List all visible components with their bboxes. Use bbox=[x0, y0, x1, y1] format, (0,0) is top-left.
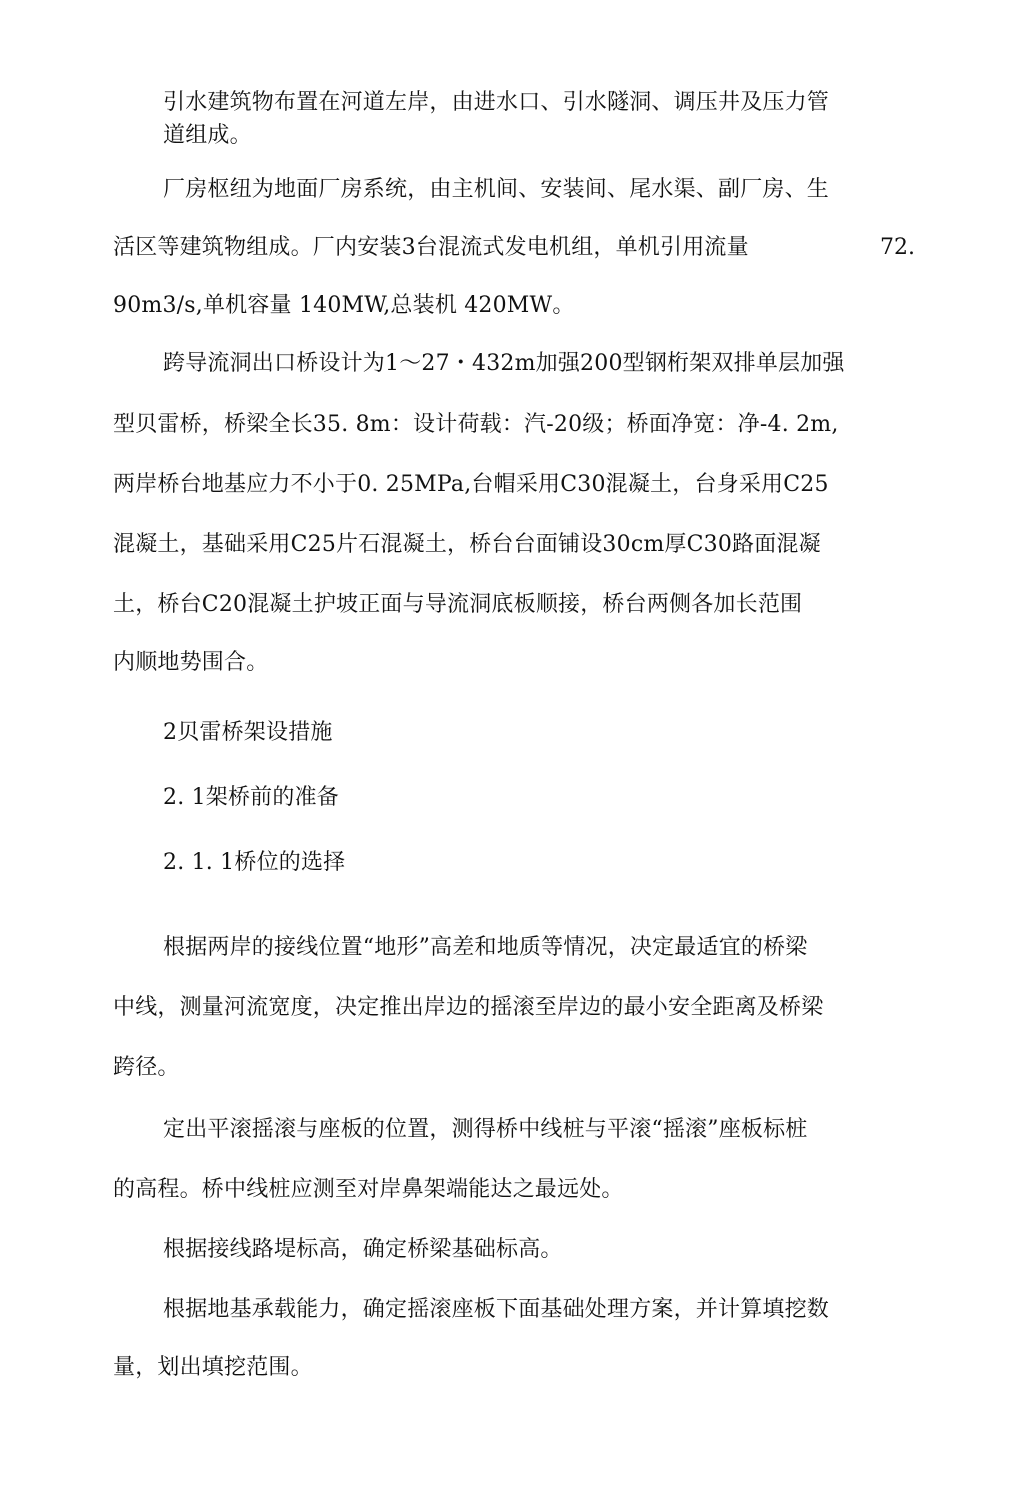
paragraph-line: 跨径。 bbox=[113, 1055, 180, 1080]
paragraph-line: 型贝雷桥，桥梁全长35. 8m：设计荷载：汽-20级；桥面净宽：净-4. 2m, bbox=[113, 412, 839, 437]
paragraph-line: 根据接线路堤标高，确定桥梁基础标高。 bbox=[163, 1237, 563, 1262]
paragraph-line: 根据地基承载能力，确定摇滚座板下面基础处理方案，并计算填挖数 bbox=[163, 1297, 830, 1322]
paragraph-line: 道组成。 bbox=[163, 123, 252, 148]
paragraph-line: 90m3/s,单机容量 140MW,总装机 420MW。 bbox=[113, 293, 575, 318]
paragraph-line: 混凝土，基础采用C25片石混凝土，桥台台面铺设30cm厚C30路面混凝 bbox=[113, 532, 821, 557]
paragraph-line: 两岸桥台地基应力不小于0. 25MPa,台帽采用C30混凝土，台身采用C25 bbox=[113, 472, 829, 497]
subsubsection-heading: 2. 1. 1桥位的选择 bbox=[163, 850, 346, 875]
paragraph-line: 量，划出填挖范围。 bbox=[113, 1355, 313, 1380]
section-heading: 2贝雷桥架设措施 bbox=[163, 720, 333, 745]
paragraph-line: 的高程。桥中线桩应测至对岸鼻架端能达之最远处。 bbox=[113, 1177, 624, 1202]
paragraph-line: 跨导流洞出口桥设计为1～27・432m加强200型钢桁架双排单层加强 bbox=[163, 351, 845, 376]
paragraph-line: 引水建筑物布置在河道左岸，由进水口、引水隧洞、调压井及压力管 bbox=[163, 90, 830, 115]
paragraph-line-tail: 72. bbox=[880, 235, 915, 260]
paragraph-line: 中线，测量河流宽度，决定推出岸边的摇滚至岸边的最小安全距离及桥梁 bbox=[113, 995, 824, 1020]
subsection-heading: 2. 1架桥前的准备 bbox=[163, 785, 339, 810]
paragraph-line: 定出平滚摇滚与座板的位置，测得桥中线桩与平滚“摇滚”座板标桩 bbox=[163, 1117, 808, 1142]
paragraph-line: 活区等建筑物组成。厂内安装3台混流式发电机组，单机引用流量 bbox=[113, 235, 749, 260]
paragraph-line: 土，桥台C20混凝土护坡正面与导流洞底板顺接，桥台两侧各加长范围 bbox=[113, 592, 803, 617]
paragraph-line: 内顺地势围合。 bbox=[113, 650, 269, 675]
paragraph-line: 根据两岸的接线位置“地形”高差和地质等情况，决定最适宜的桥梁 bbox=[163, 935, 808, 960]
paragraph-line: 厂房枢纽为地面厂房系统，由主机间、安装间、尾水渠、副厂房、生 bbox=[163, 177, 830, 202]
